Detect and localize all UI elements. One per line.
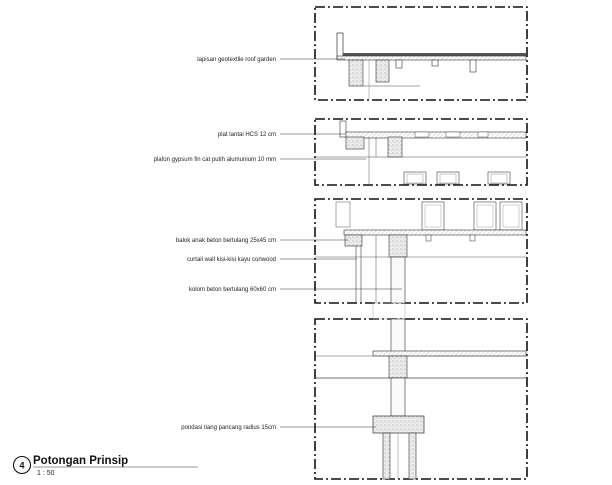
label-lapisan-geotextile: lapisan geotextile roof garden [197, 57, 276, 63]
detail-beam-column [315, 199, 527, 303]
frame-column [315, 199, 527, 303]
drawing-title: Potongan Prinsip [33, 455, 129, 467]
detail-floor-slab [315, 119, 527, 185]
frame-floor [315, 119, 527, 185]
detail-roof-garden [315, 7, 527, 100]
title-block [14, 455, 199, 477]
drawing-scale: 1 : 50 [37, 470, 55, 477]
leader-lines [280, 59, 402, 427]
label-balok-anak: balok anak beton bertulang 25x45 cm [175, 238, 276, 244]
frame-foundation [315, 319, 527, 479]
label-plat-lantai: plat lantai HCS 12 cm [217, 132, 276, 138]
label-pondasi: pondasi tiang pancang radius 15cm [181, 425, 276, 431]
annotation-labels [154, 57, 276, 431]
label-kolom-beton: kolom beton bertulang 60x60 cm [188, 287, 276, 293]
detail-foundation [315, 303, 527, 479]
label-curtain-wall: curtail wall kisi-kisi kayu conwood [186, 257, 276, 263]
detail-number: 4 [19, 460, 25, 471]
label-plafon-gypsum: plafon gypsum fin cat putih alumunium 10 mm [153, 157, 276, 163]
